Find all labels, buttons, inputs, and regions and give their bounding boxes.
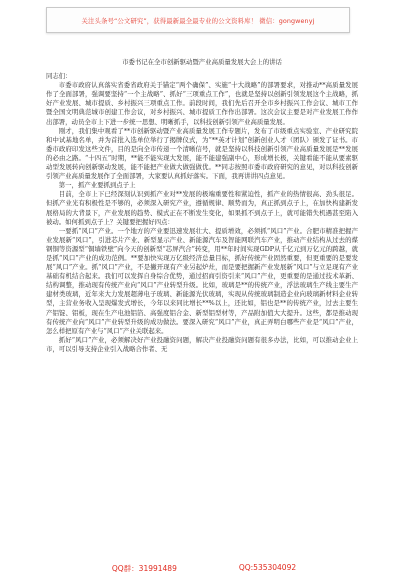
speech-document — [46, 58, 358, 354]
contact-footer — [0, 563, 408, 574]
section-paragraph: 抓好“风口”产业，必须解决好产业投融资问题，解决产业投融资问题有很多办法，比如，可以推动企业上市，可以引导支持企业引入战略合作者、无 — [46, 335, 358, 353]
paragraph-intro: 市委市政府认真落实省委省政府关于锚定“两个确保”、实施“十大战略”的部署要求，对推动**高质量发展作了全面部署，强调要坚持“一个主战略”、抓好“三项重点工作”，也就是坚持以创新引领发展这个主战略，抓好产业发展、城市提质、乡村振兴三项重点工作。前段时间，我们先后召开全市乡村振兴工作会议、城市工作暨全国文明典范城市创建工作会议，对乡村振兴、城市提质工作作出部署。这次会议主要是对产业发展工作作出部署，动员全市上下进一步统一思想、明晰抓手，以科技创新引领产业高质量发展。 — [46, 81, 358, 126]
section-paragraph: 目前，全市上下已经深刻认识到抓产业对**发展的极端重要性和紧迫性，抓产业的热情很高、劲头很足。但抓产业光有积极性是不够的，必须深入研究产业，遵循规律、顺势而为，真正抓到点子上，在加快构建新发展格局的大背景下，产业发展的趋势、模式正在不断发生变化，如果抓不到点子上，就可能错失机遇甚至陷入被动。如何抓到点子上？关键要把握好四点： — [46, 190, 358, 226]
promo-banner-text: 关注头条号“公文研究”，获得最新最全最专业的公文资料库！ 微信：gongwenyj — [81, 16, 315, 25]
salutation: 同志们： — [46, 72, 72, 81]
document-title: 市委书记在全市创新驱动暨产业高质量发展大会上的讲话 — [122, 58, 282, 66]
qq-label: QQ:535304092 — [238, 563, 297, 572]
qq-group-label: QQ群：31991489 — [111, 564, 177, 573]
paragraph-overview: 刚才，我们集中观看了**市创新驱动暨产业高质量发展工作专题片，发布了市级重点实验室、产业研究院和中试基地名单，并为首批入选单位举行了揭牌仪式，为“**英才计划”创新创业人才（团队）颁发了证书。市委市政府印发这些文件，目的是向全市传递一个清晰信号，就是坚持以科技创新引领产业高质量发展是**发展的必由之路。“十四五”时期，**能不能实现大发展，能不能建强副中心，形成增长极，关键看能不能从要素驱动型发展转向创新驱动发展，能不能把产业做大做强做优。**同志按照市委市政府研究的意见，对以科技创新引领产业高质量发展作了全面部署，大家要认真抓好落实。下面，我再讲讲四点意见。 — [46, 126, 358, 181]
section-heading: 第一，抓产业要抓到点子上 — [58, 181, 136, 190]
section-paragraph: 一要抓“风口”产业。一个地方的产业要迅速发展壮大、提质增效，必须抓“风口”产业。合肥市精准把握产业发展新“风口”，引进芯片产业、新型显示产业、新能源汽车及智能网联汽车产业，推动产业结构从过去的煤钢铜等资源型“铜墙铁壁”向今天的创新型“芯屏汽合”转变，用**年时间实现GDP从千亿元到万亿元的跨越，就是抓“风口”产业的成功范例。**要加快实现万亿级经济总量目标，抓好传统产业固然重要，但更重要的是要发展“风口”产业。抓“风口”产业，不是撇开现有产业另起炉灶，而是要把握新产业发展新“风口”与立足现有产业基础有机结合起来。我们可以发挥自身综合优势，通过招商引资引来“风口”产业，更重要的是通过技术革新、结构调整，推动现有传统产业向“风口”产业转型升级。比如，玻璃是**的传统产业，浮法玻璃生产线主要生产建材类玻璃，近年来大力发展超薄电子玻璃、新能源光伏玻璃，实现从传统玻璃制造企业向玻璃新材料企业转型，主营业务收入呈现爆发式增长，今年以来同比增长**%以上，还比如，铝也是**的传统产业，过去主要生产铝锭、铝板，现在生产电池铝箔、高强度铝合金、新型铝型材等，产品附加值大大提升。这些，都是推动现有传统产业向“风口”产业转型升级的成功做法。要深入研究“风口”产业，真正弄明白哪些产业是“风口”产业，怎么样把原有产业与“风口”产业关联起来。 — [46, 226, 358, 335]
promo-banner — [46, 7, 350, 33]
